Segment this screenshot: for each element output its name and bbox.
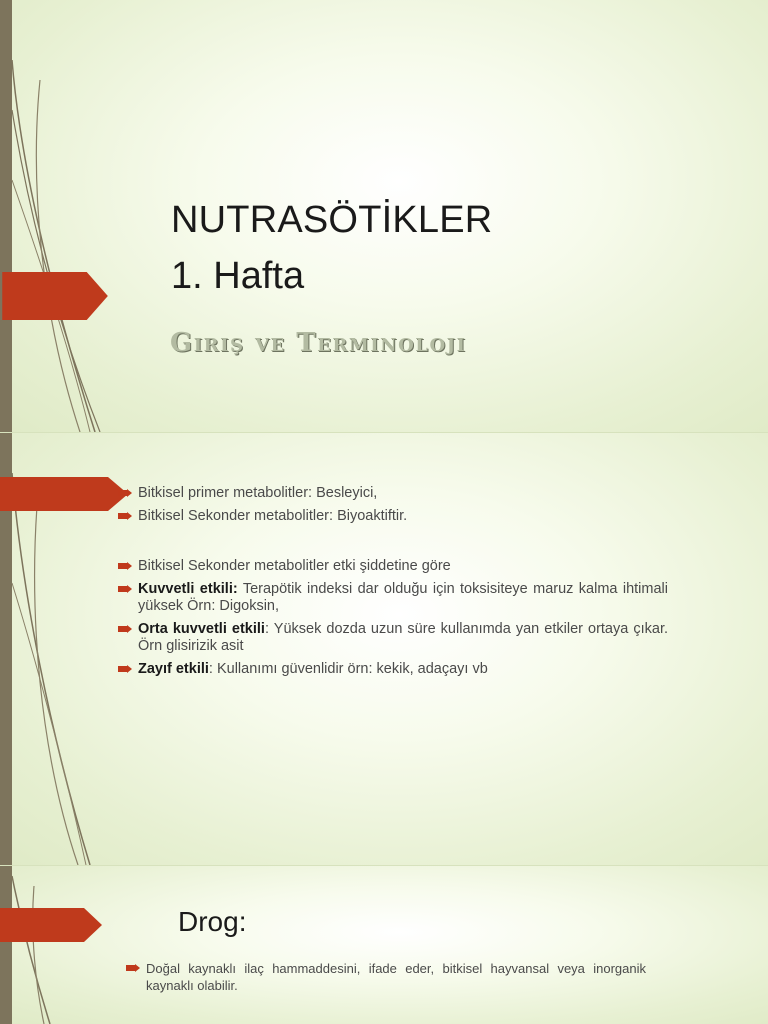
arrow-bullet-icon	[118, 562, 132, 570]
list-item	[126, 960, 646, 994]
slide-3	[0, 866, 768, 1024]
red-arrow-flag	[0, 908, 104, 942]
subtitle: Giriş ve Terminoloji	[170, 328, 467, 358]
red-arrow-flag	[0, 272, 112, 320]
list-item	[118, 485, 668, 502]
swirl-decoration	[0, 0, 140, 432]
arrow-bullet-icon	[118, 489, 132, 497]
drog-bullet	[126, 960, 646, 994]
title-line-2: 1. Hafta	[171, 255, 305, 297]
list-item	[118, 621, 668, 655]
bullet-list	[118, 485, 668, 684]
bullet-text: : Yüksek dozda uzun süre kullanımda yan etkiler ortaya çıkar. Örn glisirizik asit	[138, 621, 669, 654]
arrow-bullet-icon	[118, 585, 132, 593]
bullet-text: Terapötik indeksi dar olduğu için toksisiteye maruz kalma ihtimali yüksek Örn: Digoksin,	[138, 581, 668, 614]
bullet-text: Bitkisel Sekonder metabolitler: Biyoaktiftir.	[138, 508, 408, 524]
arrow-bullet-icon	[118, 665, 132, 673]
bullet-bold-term: Orta kuvvetli etkili	[138, 621, 265, 637]
arrow-bullet-icon	[118, 512, 132, 520]
bullet-text: Bitkisel primer metabolitler: Besleyici,	[138, 485, 378, 501]
list-item	[118, 558, 668, 575]
arrow-bullet-icon	[118, 625, 132, 633]
swirl-decoration	[0, 866, 140, 1024]
list-item	[118, 508, 668, 525]
drog-title: Drog:	[178, 906, 247, 937]
bullet-text: Bitkisel Sekonder metabolitler etki şiddetine göre	[138, 558, 451, 574]
bullet-bold-term: Zayıf etkili	[138, 661, 209, 677]
title-line-1: NUTRASÖTİKLER	[171, 199, 493, 241]
bullet-text: : Kullanımı güvenlidir örn: kekik, adaçayı vb	[208, 661, 488, 677]
bullet-text: Doğal kaynaklı ilaç hammaddesini, ifade eder, bitkisel hayvansal veya inorganik kaynaklı olabilir.	[146, 961, 646, 993]
list-item	[118, 581, 668, 615]
list-item	[118, 661, 668, 678]
slide-1	[0, 0, 768, 432]
bullet-bold-term: Kuvvetli etkili:	[138, 581, 238, 597]
red-arrow-flag	[0, 477, 130, 511]
arrow-bullet-icon	[126, 964, 140, 972]
